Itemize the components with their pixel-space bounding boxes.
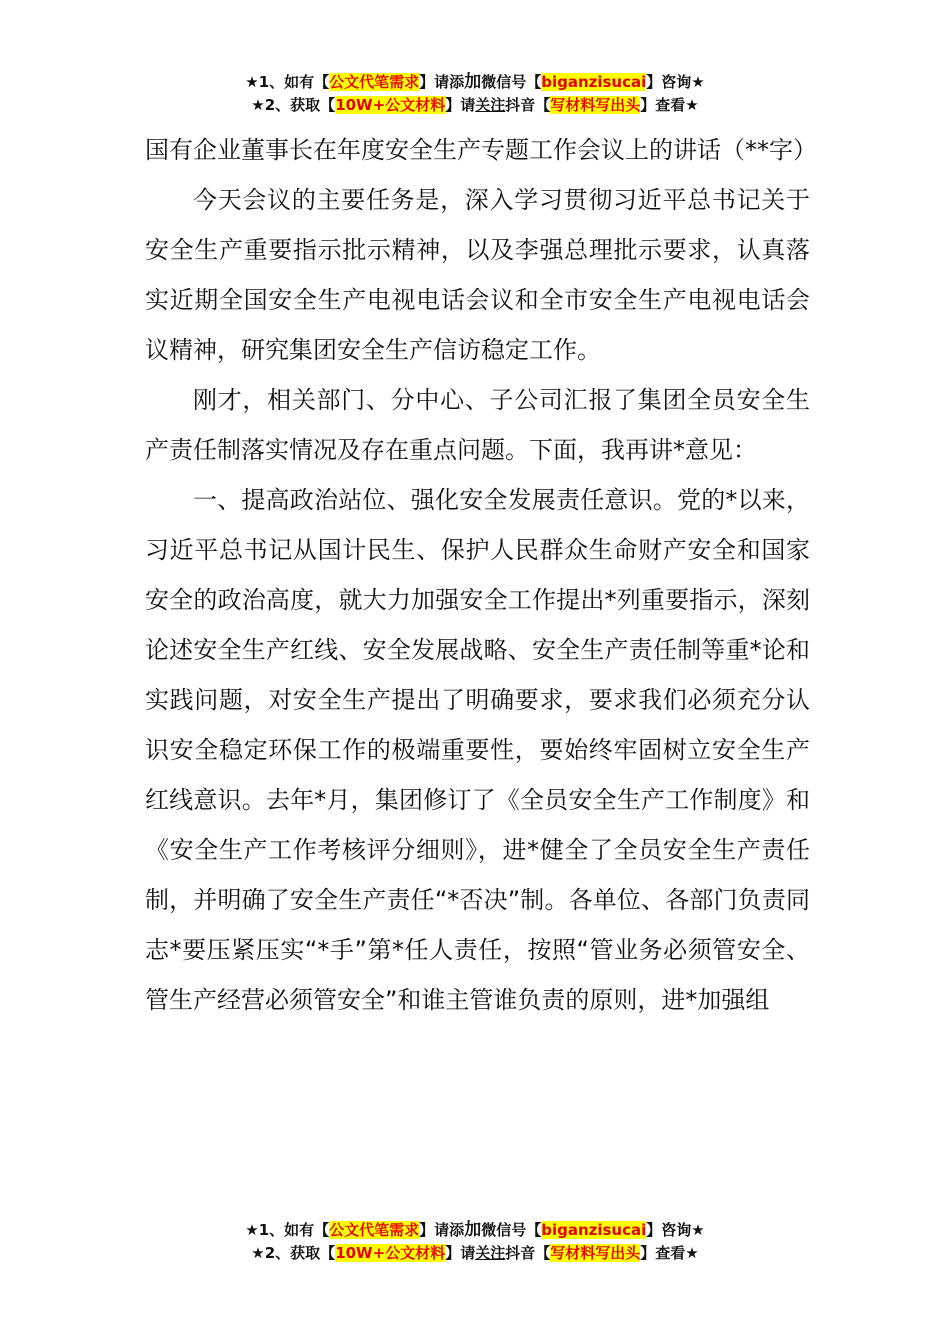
promo-highlight: 公文代笔需求	[329, 1221, 420, 1239]
promo-line-2	[0, 94, 950, 116]
promo-text: ★1、如有【	[245, 73, 330, 91]
promo-line-1-footer	[0, 1219, 950, 1241]
document-body	[145, 125, 817, 1025]
promo-text: 】请添	[419, 73, 465, 91]
promo-text: 】查看★	[640, 1244, 699, 1262]
promo-line-2-footer	[0, 1242, 950, 1264]
promo-text: 关注	[475, 96, 506, 114]
promo-text: 】咨询★	[646, 73, 705, 91]
promo-text: 加	[464, 1220, 482, 1240]
promo-highlight: 公文代笔需求	[329, 73, 420, 91]
promo-text: 抖音【	[505, 1244, 551, 1262]
promo-text: ★2、获取【	[251, 1244, 336, 1262]
promo-line-1	[0, 71, 950, 93]
promo-text: 抖音【	[505, 96, 551, 114]
promo-text: ★1、如有【	[245, 1221, 330, 1239]
promo-text: 】请	[445, 1244, 476, 1262]
douyin-account: 写材料写出头	[550, 1244, 641, 1262]
promo-text: 关注	[475, 1244, 506, 1262]
promo-text: 】请添	[419, 1221, 465, 1239]
promo-text: 微信号【	[481, 1221, 542, 1239]
promo-text: 】查看★	[640, 96, 699, 114]
document-title: 国有企业董事长在年度安全生产专题工作会议上的讲话（**字）	[145, 136, 817, 164]
douyin-account: 写材料写出头	[550, 96, 641, 114]
paragraph: 一、提高政治站位、强化安全发展责任意识。党的*以来，习近平总书记从国计民生、保护人民群众生命财产安全和国家安全的政治高度，就大力加强安全工作提出*列重要指示，深刻论述安全生产红线、安全发展战略、安全生产责任制等重*论和实践问题，对安全生产提出了明确要求，要求我们必须充分认识安全稳定环保工作的极端重要性，要始终牢固树立安全生产红线意识。去年*月，集团修订了《全员安全生产工作制度》和《安全生产工作考核评分细则》，进*健全了全员安全生产责任制，并明确了安全生产责任“*否决”制。各单位、各部门负责同志*要压紧压实“*手”第*任人责任，按照“管业务必须管安全、管生产经营必须管安全”和谁主管谁负责的原则，进*加强组	[145, 486, 810, 1014]
promo-text: 加	[464, 72, 482, 92]
promo-highlight: 10W+公文材料	[335, 1244, 446, 1262]
promo-text: 】请	[445, 96, 476, 114]
promo-highlight: 10W+公文材料	[335, 96, 446, 114]
paragraph: 今天会议的主要任务是，深入学习贯彻习近平总书记关于安全生产重要指示批示精神，以及李强总理批示要求，认真落实近期全国安全生产电视电话会议和全市安全生产电视电话会议精神，研究集团安全生产信访稳定工作。	[145, 186, 810, 364]
wechat-id: biganzisucai	[541, 1221, 647, 1239]
promo-text: ★2、获取【	[251, 96, 336, 114]
promo-text: 】咨询★	[646, 1221, 705, 1239]
wechat-id: biganzisucai	[541, 73, 647, 91]
paragraph: 刚才，相关部门、分中心、子公司汇报了集团全员安全生产责任制落实情况及存在重点问题。下面，我再讲*意见：	[145, 386, 810, 464]
promo-text: 微信号【	[481, 73, 542, 91]
